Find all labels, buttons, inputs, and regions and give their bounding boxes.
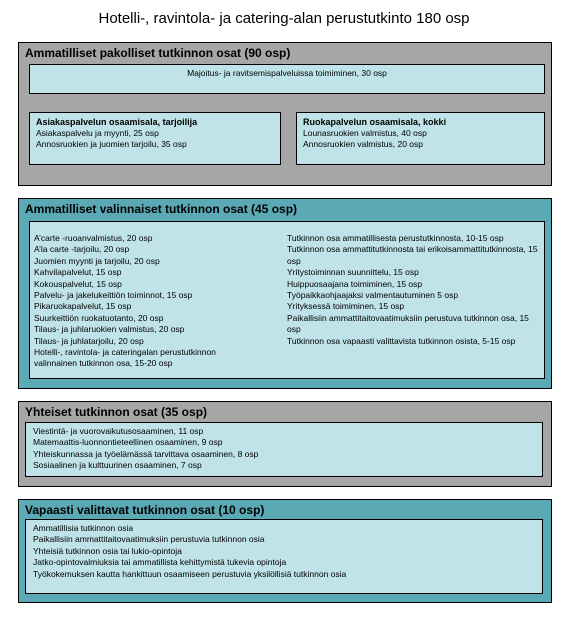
common-mandatory-box — [29, 64, 545, 94]
list-item: Annosruokien ja juomien tarjoilu, 35 osp — [36, 139, 187, 150]
free-heading: Vapaasti valittavat tutkinnon osat (10 osp) — [25, 503, 265, 517]
list-item: Tutkinnon osa ammatillisesta perustutkinnosta, 10-15 osp — [287, 233, 504, 243]
area-heading: Asiakaspalvelun osaamisala, tarjoilija — [36, 117, 198, 127]
optional-col-1 — [34, 233, 249, 370]
common-parts-section — [18, 401, 552, 487]
list-item: Huippuosaajana toimiminen, 15 osp — [287, 278, 423, 289]
list-item: Annosruokien valmistus, 20 osp — [303, 139, 424, 150]
common-parts-box — [25, 422, 543, 477]
list-item: Paikallisiin ammattitaitovaatimuksiin perustuvia tutkinnon osia — [33, 534, 265, 545]
list-item: Tilaus- ja juhlaruokien valmistus, 20 osp — [34, 324, 185, 335]
area-box-waiter — [29, 112, 281, 165]
free-box — [25, 519, 543, 594]
list-item: A’carte -ruoanvalmistus, 20 osp — [34, 233, 153, 243]
list-item: Matemaattis-luonnontieteellinen osaaminen, 9 osp — [33, 437, 223, 448]
list-item: Kahvilapalvelut, 15 osp — [34, 267, 122, 278]
list-item: Yrityksessä toimiminen, 15 osp — [287, 301, 405, 312]
list-item: Viestintä- ja vuorovaikutusosaaminen, 11 osp — [33, 426, 204, 436]
list-item: Palvelu- ja jakelukeittiön toiminnot, 15 osp — [34, 290, 193, 301]
list-item: Tutkinnon osa ammattitutkinnosta tai erikoisammattitutkinnosta, 15 osp — [287, 244, 538, 266]
list-item: A’la carte -tarjoilu, 20 osp — [34, 244, 130, 255]
list-item: Työpaikkaohjaajaksi valmentautuminen 5 osp — [287, 290, 459, 301]
area-box-cook — [296, 112, 545, 165]
list-item: Kokouspalvelut, 15 osp — [34, 278, 122, 289]
list-item: Yhteiskunnassa ja työelämässä tarvittava osaaminen, 8 osp — [33, 448, 259, 459]
list-item: Sosiaalinen ja kulttuurinen osaaminen, 7 osp — [33, 460, 202, 471]
list-item: Työkokemuksen kautta hankittuun osaamiseen perustuvia yksilöllisiä tutkinnon osia — [33, 568, 347, 579]
list-item: Asiakaspalvelu ja myynti, 25 osp — [36, 128, 159, 138]
common-mandatory-text: Majoitus- ja ravitsemispalveluissa toimiminen, 30 osp — [187, 68, 387, 78]
optional-heading: Ammatilliset valinnaiset tutkinnon osat (45 osp) — [25, 202, 298, 216]
list-item: Tilaus- ja juhlatarjoilu, 20 osp — [34, 335, 144, 346]
page-title: Hotelli-, ravintola- ja catering-alan perustutkinto 180 osp — [98, 10, 470, 27]
optional-section — [18, 198, 552, 389]
mandatory-heading: Ammatilliset pakolliset tutkinnon osat (90 osp) — [25, 46, 291, 60]
common-parts-heading: Yhteiset tutkinnon osat (35 osp) — [25, 405, 208, 419]
optional-col-2 — [287, 233, 542, 347]
list-item: Juomien myynti ja tarjoilu, 20 osp — [34, 255, 160, 266]
free-section — [18, 499, 552, 603]
list-item: Jatko-opintovalmiuksia tai ammatillista kehittymistä tukevia opintoja — [33, 557, 287, 568]
list-item: Pikaruokapalvelut, 15 osp — [34, 301, 132, 312]
area-heading: Ruokapalvelun osaamisala, kokki — [303, 117, 447, 127]
list-item: Suurkeittiön ruokatuotanto, 20 osp — [34, 312, 164, 323]
optional-box — [29, 221, 545, 379]
list-item: Tutkinnon osa vapaasti valittavista tutkinnon osista, 5-15 osp — [287, 335, 516, 346]
list-item: Yritystoiminnan suunnittelu, 15 osp — [287, 267, 419, 278]
list-item: Hotelli-, ravintola- ja cateringalan perustutkinnon valinnainen tutkinnon osa, 15-20 osp — [34, 347, 216, 369]
list-item: Lounasruokien valmistus, 40 osp — [303, 128, 427, 138]
list-item: Ammatillisia tutkinnon osia — [33, 523, 134, 533]
list-item: Paikallisiin ammattitaitovaatimuksiin perustuva tutkinnon osa, 15 osp — [287, 312, 529, 335]
list-item: Yhteisiä tutkinnon osia tai lukio-opintoja — [33, 545, 182, 556]
mandatory-section — [18, 42, 552, 186]
